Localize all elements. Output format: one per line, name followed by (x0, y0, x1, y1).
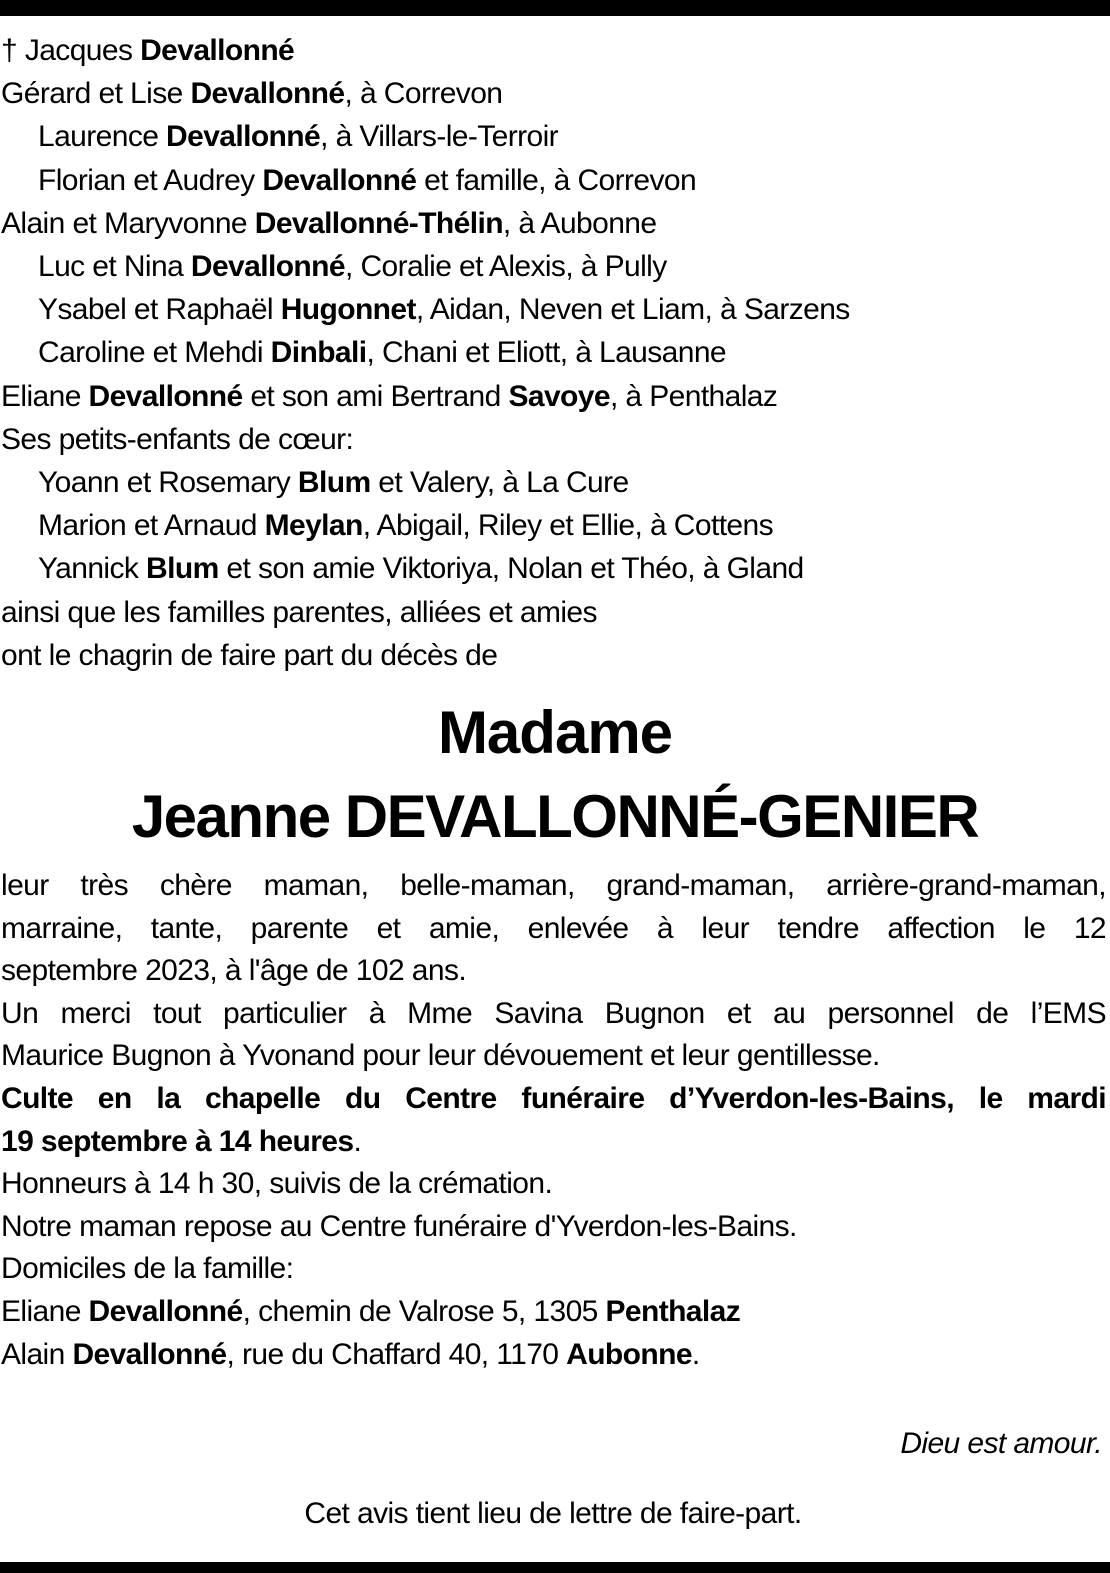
thanks-paragraph (1, 993, 1106, 1078)
family-line: Florian et Audrey Devallonné et famille, à Correvon (38, 163, 697, 197)
tribute-line: septembre 2023, à l'âge de 102 ans. (1, 954, 467, 988)
family-line: Gérard et Lise Devallonné, à Correvon (1, 77, 503, 111)
footer-note: Cet avis tient lieu de lettre de faire-part. (304, 1497, 802, 1530)
domicile-line: Eliane Devallonné, chemin de Valrose 5, 1305 Penthalaz (1, 1294, 741, 1328)
family-line: Marion et Arnaud Meylan, Abigail, Riley et Ellie, à Cottens (38, 509, 773, 543)
family-line: ont le chagrin de faire part du décès de (1, 638, 498, 672)
family-list (1, 29, 1106, 677)
ceremony-paragraph (1, 1078, 1106, 1163)
closing-phrase: Dieu est amour. (900, 1427, 1102, 1460)
ceremony-time-line: 19 septembre à 14 heures. (1, 1124, 362, 1158)
rest-place-line: Notre maman repose au Centre funéraire d'Yverdon-les-Bains. (1, 1209, 797, 1243)
notice-body (1, 865, 1106, 1376)
thanks-line: Maurice Bugnon à Yvonand pour leur dévouement et leur gentillesse. (1, 1039, 880, 1073)
honours-line: Honneurs à 14 h 30, suivis de la crémation. (1, 1167, 553, 1201)
domicile-line: Alain Devallonné, rue du Chaffard 40, 1170 Aubonne. (1, 1337, 700, 1371)
bottom-border-rule (0, 1562, 1110, 1573)
family-line: Ysabel et Raphaël Hugonnet, Aidan, Neven et Liam, à Sarzens (38, 293, 850, 327)
deceased-title: Madame (437, 699, 673, 766)
family-line: Luc et Nina Devallonné, Coralie et Alexis, à Pully (38, 250, 667, 284)
family-line: Eliane Devallonné et son ami Bertrand Savoye, à Penthalaz (1, 379, 778, 413)
ceremony-time: 19 septembre à 14 heures (1, 1124, 354, 1158)
family-line: Alain et Maryvonne Devallonné-Thélin, à Aubonne (1, 206, 657, 240)
deceased-name: Jeanne DEVALLONNÉ-GENIER (131, 783, 979, 850)
domiciles-heading: Domiciles de la famille: (1, 1252, 294, 1286)
family-line: Ses petits-enfants de cœur: (1, 422, 354, 456)
family-line: Caroline et Mehdi Dinbali, Chani et Eliott, à Lausanne (38, 336, 727, 370)
tribute-paragraph (1, 865, 1106, 993)
family-line: Yannick Blum et son amie Viktoriya, Nolan et Théo, à Gland (38, 552, 804, 586)
family-line: ainsi que les familles parentes, alliées et amies (1, 595, 597, 629)
top-border-rule (0, 0, 1110, 16)
family-line: Laurence Devallonné, à Villars-le-Terroir (38, 120, 559, 154)
tribute-line: marraine, tante, parente et amie, enlevée à leur tendre affection le 12 (1, 911, 1106, 945)
thanks-line: Un merci tout particulier à Mme Savina Bugnon et au personnel de l’EMS (1, 996, 1106, 1030)
family-line: † Jacques Devallonné (1, 34, 295, 67)
family-line: Yoann et Rosemary Blum et Valery, à La Cure (38, 466, 629, 500)
tribute-line: leur très chère maman, belle-maman, grand-maman, arrière-grand-maman, (1, 869, 1106, 902)
ceremony-line: Culte en la chapelle du Centre funéraire d’Yverdon-les-Bains, le mardi (1, 1081, 1106, 1115)
